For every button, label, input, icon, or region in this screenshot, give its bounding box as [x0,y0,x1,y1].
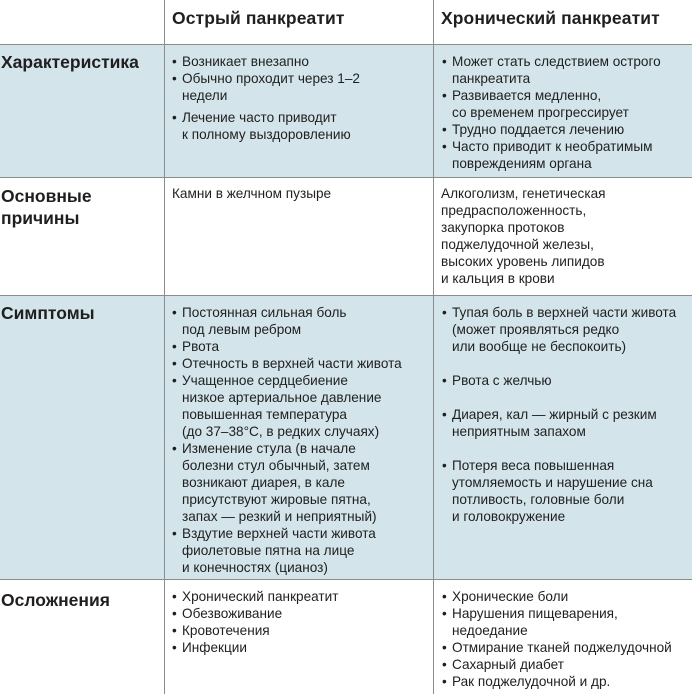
list-item-cont: низкое артериальное давление [182,390,382,405]
list-item: • Постоянная сильная боль [182,304,347,321]
header-acute: Острый панкреатит [172,8,345,28]
list-item-cont: панкреатита [452,71,531,86]
list-item: • Хронический панкреатит [182,588,338,605]
column-divider [164,0,165,694]
list-item: • Обезвоживание [182,605,282,622]
list-item: • Отечность в верхней части живота [182,355,402,372]
row-characteristic [0,45,692,177]
row-causes [0,178,692,295]
list-item-cont: запах — резкий и неприятный) [182,509,377,524]
list-item-cont: (может проявляться редко [452,322,620,337]
list-item: • Инфекции [182,639,247,656]
list-item: • Обычно проходит через 1–2 [182,70,360,87]
list-item: • Лечение часто приводит [182,109,337,126]
list-item-cont: утомляемость и нарушение сна [452,475,653,490]
list-item: • Рвота с желчью [452,372,552,389]
list-item: • Рак поджелудочной и др. [452,673,610,690]
list-item: поджелудочной железы, [441,237,594,252]
list-item: • Кровотечения [182,622,270,639]
list-item-cont: под левым ребром [182,322,302,337]
list-item-cont: неприятным запахом [452,424,586,439]
list-item: • Часто приводит к необратимым [452,138,652,155]
list-item: • Развивается медленно, [452,87,601,104]
list-item-cont: возникают диарея, в кале [182,475,345,490]
list-item-cont: потливость, головные боли [452,492,625,507]
list-item-cont: повышенная температура [182,407,347,422]
list-item-cont: фиолетовые пятна на лице [182,543,355,558]
list-item: • Нарушения пищеварения, [452,605,618,622]
list-item: • Трудно поддается лечению [452,121,624,138]
row-complications [0,580,692,694]
list-item: • Учащенное сердцебиение [182,372,348,389]
list-item: • Хронические боли [452,588,568,605]
list-item: • Тупая боль в верхней части живота [452,304,676,321]
row-symptoms [0,296,692,579]
list-item-cont: или вообще не беспокоить) [452,339,627,354]
list-item: Камни в желчном пузыре [172,186,332,201]
list-item-cont: со временем прогрессирует [452,105,629,120]
list-item-cont: повреждениям органа [452,156,592,171]
list-item: и кальция в крови [441,271,555,286]
list-item-cont: (до 37–38°C, в редких случаях) [182,424,380,439]
list-item: Алкоголизм, генетическая [441,186,606,201]
list-item: • Потеря веса повышенная [452,457,614,474]
list-item: предрасположенность, [441,203,587,218]
list-item: • Может стать следствием острого [452,53,661,70]
list-item-cont: и конечностях (цианоз) [182,560,328,575]
row-label: Симптомы [1,303,95,323]
list-item: • Сахарный диабет [452,656,564,673]
list-item-cont: недоедание [452,623,528,638]
list-item-cont: и головокружение [452,509,566,524]
row-label: Характеристика [1,52,139,72]
list-item: высоких уровень липидов [441,254,605,269]
list-item-cont: присутствуют жировые пятна, [182,492,371,507]
list-item-cont: болезни стул обычный, затем [182,458,370,473]
row-label: Основные причины [1,186,92,228]
list-item-cont: недели [182,88,228,103]
list-item-cont: к полному выздоровлению [182,127,351,142]
column-divider [433,0,434,694]
header-row [0,0,692,44]
list-item: • Отмирание тканей поджелудочной [452,639,672,656]
list-item: • Изменение стула (в начале [182,440,356,457]
list-item: • Возникает внезапно [182,53,309,70]
list-item: • Диарея, кал — жирный с резким [452,406,657,423]
header-chronic: Хронический панкреатит [441,8,660,28]
list-item: закупорка протоков [441,220,565,235]
list-item: • Рвота [182,338,219,355]
list-item: • Вздутие верхней части живота [182,525,376,542]
row-label: Осложнения [1,590,110,610]
